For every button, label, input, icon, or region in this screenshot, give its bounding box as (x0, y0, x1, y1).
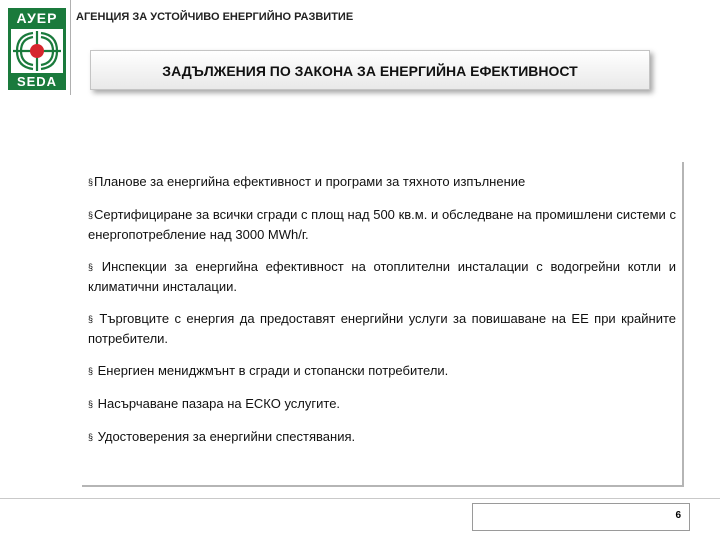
content-box (82, 162, 684, 487)
bullet-item (88, 394, 676, 414)
bullet-item (88, 172, 676, 192)
bullet-marker: § (88, 177, 94, 187)
slide-title: ЗАДЪЛЖЕНИЯ ПО ЗАКОНА ЗА ЕНЕРГИЙНА ЕФЕКТИВНОСТ (90, 50, 650, 90)
bullet-marker: § (88, 210, 94, 220)
bullet-list (88, 172, 676, 447)
bullet-text: Търговците с енергия да предоставят енергийни услуги за повишаване на ЕЕ при крайните потребители. (88, 311, 676, 346)
bullet-item (88, 205, 676, 244)
seda-logo (8, 8, 66, 90)
logo-top-text: АУЕР (16, 10, 58, 26)
bullet-marker: § (88, 366, 94, 376)
bullet-text: Планове за енергийна ефективност и програми за тяхното изпълнение (94, 174, 526, 189)
logo-emblem-icon (11, 29, 63, 73)
bullet-marker: § (88, 314, 94, 324)
bullet-text: Инспекции за енергийна ефективност на отоплителни инсталации с водогрейни котли и климатични инсталации. (88, 259, 676, 294)
bullet-item (88, 361, 676, 381)
bullet-item (88, 257, 676, 296)
agency-name: АГЕНЦИЯ ЗА УСТОЙЧИВО ЕНЕРГИЙНО РАЗВИТИЕ (76, 11, 354, 23)
bullet-item (88, 309, 676, 348)
bullet-text: Насърчаване пазара на ЕСКО услугите. (94, 396, 341, 411)
page-number-box (472, 503, 690, 531)
bullet-text: Удостоверения за енергийни спестявания. (94, 429, 356, 444)
header-divider (70, 0, 71, 95)
bullet-text: Енергиен мениджмънт в сгради и стопански потребители. (94, 363, 449, 378)
bullet-item (88, 427, 676, 447)
logo-bottom-text: SEDA (16, 74, 58, 89)
bullet-marker: § (88, 399, 94, 409)
footer-divider (0, 498, 720, 499)
bullet-text: Сертифициране за всички сгради с площ над 500 кв.м. и обследване на промишлени системи с енергопотребление над 3000 MWh/г. (88, 207, 676, 242)
bullet-marker: § (88, 262, 94, 272)
bullet-marker: § (88, 432, 94, 442)
page-number: 6 (675, 510, 681, 521)
